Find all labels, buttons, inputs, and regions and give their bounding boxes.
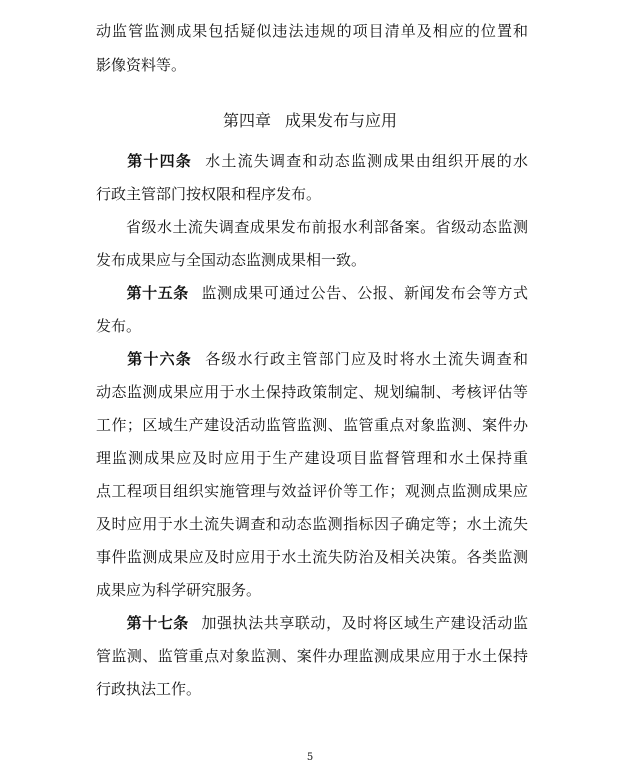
paragraph-line: 发布。 <box>96 317 142 335</box>
paragraph-line: 发布成果应与全国动态监测成果相一致。 <box>96 251 367 269</box>
paragraph-line: 管监测、监管重点对象监测、案件办理监测成果应用于水土保持 <box>96 647 528 665</box>
chapter-title: 成果发布与应用 <box>285 111 398 130</box>
paragraph-line: 点工程项目组织实施管理与效益评价等工作；观测点监测成果应 <box>96 482 528 500</box>
article-14-label: 第十四条 <box>126 152 192 170</box>
paragraph-line: 工作；区域生产建设活动监管监测、监管重点对象监测、案件办 <box>96 416 528 434</box>
page-number: 5 <box>306 752 314 763</box>
article-17-line-1: 第十七条 加强执法共享联动，及时将区域生产建设活动监 <box>126 614 528 632</box>
paragraph-line: 动态监测成果应用于水土保持政策制定、规划编制、考核评估等 <box>96 383 528 401</box>
paragraph-line: 成果应为科学研究服务。 <box>96 581 262 599</box>
paragraph-line: 理监测成果应及时应用于生产建设项目监督管理和水土保持重 <box>96 449 528 467</box>
paragraph-line: 省级水土流失调查成果发布前报水利部备案。省级动态监测 <box>126 218 528 236</box>
chapter-number: 第四章 <box>222 111 271 130</box>
paragraph-line: 动监管监测成果包括疑似违法违规的项目清单及相应的位置和 <box>96 22 528 40</box>
paragraph-line: 及时应用于水土流失调查和动态监测指标因子确定等；水土流失 <box>96 515 528 533</box>
article-16-line-1: 第十六条 各级水行政主管部门应及时将水土流失调查和 <box>126 350 528 368</box>
article-14-line-1: 第十四条 水土流失调查和动态监测成果由组织开展的水 <box>126 152 528 170</box>
article-15-line-1: 第十五条 监测成果可通过公告、公报、新闻发布会等方式 <box>126 284 528 302</box>
chapter-heading <box>0 111 620 131</box>
paragraph-line: 行政执法工作。 <box>96 680 202 698</box>
article-16-label: 第十六条 <box>126 350 192 368</box>
paragraph-line: 行政主管部门按权限和程序发布。 <box>96 185 322 203</box>
article-17-label: 第十七条 <box>126 614 189 632</box>
article-15-label: 第十五条 <box>126 284 189 302</box>
paragraph-line: 事件监测成果应及时应用于水土流失防治及相关决策。各类监测 <box>96 548 528 566</box>
paragraph-line: 影像资料等。 <box>96 56 187 74</box>
